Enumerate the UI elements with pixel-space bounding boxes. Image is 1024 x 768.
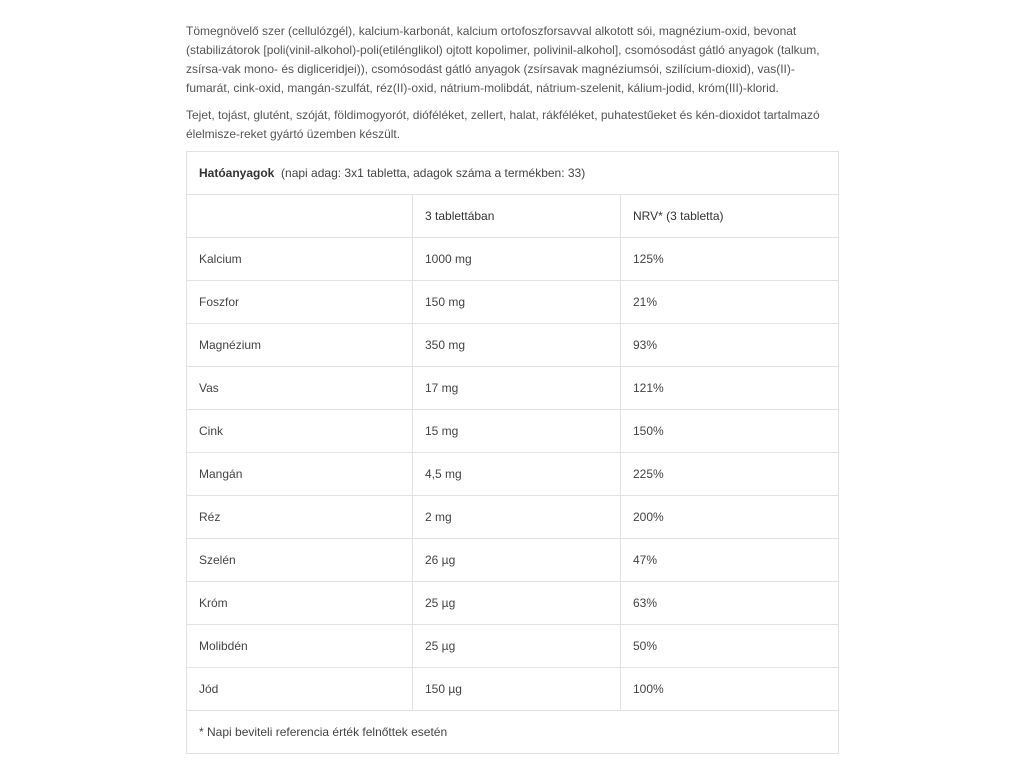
nutrient-name-cell: Cink — [187, 410, 413, 453]
nrv-cell: 93% — [621, 324, 839, 367]
amount-cell: 1000 mg — [413, 238, 621, 281]
table-row — [187, 238, 839, 281]
table-row — [187, 582, 839, 625]
table-row — [187, 496, 839, 539]
table-footnote: * Napi beviteli referencia érték felnőttek esetén — [187, 711, 839, 754]
amount-cell: 2 mg — [413, 496, 621, 539]
caption-serving-info: (napi adag: 3x1 tabletta, adagok száma a termékben: 33) — [281, 166, 586, 180]
nrv-cell: 121% — [621, 367, 839, 410]
nutrition-table — [186, 151, 839, 754]
nutrient-name-cell: Magnézium — [187, 324, 413, 367]
ingredients-paragraph: Tömegnövelő szer (cellulózgél), kalcium-karbonát, kalcium ortofoszforsavval alkotott sói, magnézium-oxid, bevonat (stabilizátorok [poli(vinil-alkohol)-poli(etilénglikol) ojtott kopolimer, polivinil-alkohol], csomósodást gátló anyagok (talkum, zsírsa-vak mono- és digliceridjei)), csomósodást gátló anyagok (zsírsavak magnéziumsói, szilícium-dioxid), vas(II)-fumarát, cink-oxid, mangán-szulfát, réz(II)-oxid, nátrium-molibdát, nátrium-szelenit, kálium-jodid, króm(III)-klorid. — [186, 24, 820, 95]
nutrient-name-cell: Foszfor — [187, 281, 413, 324]
nrv-cell: 125% — [621, 238, 839, 281]
table-row — [187, 453, 839, 496]
nrv-cell: 200% — [621, 496, 839, 539]
table-row — [187, 625, 839, 668]
table-row — [187, 281, 839, 324]
nrv-cell: 150% — [621, 410, 839, 453]
nutrient-name-cell: Kalcium — [187, 238, 413, 281]
amount-cell: 150 µg — [413, 668, 621, 711]
nutrient-name-cell: Jód — [187, 668, 413, 711]
nrv-cell: 47% — [621, 539, 839, 582]
nutrient-name-cell: Réz — [187, 496, 413, 539]
amount-cell: 4,5 mg — [413, 453, 621, 496]
table-footnote-row — [187, 711, 839, 754]
table-row — [187, 410, 839, 453]
amount-cell: 17 mg — [413, 367, 621, 410]
allergen-paragraph: Tejet, tojást, glutént, szóját, földimogyorót, dióféléket, zellert, halat, rákféléket, puhatestűeket és kén-dioxidot tartalmazó élelmisze-reket gyártó üzemben készült. — [186, 108, 820, 141]
table-caption-row — [187, 152, 839, 195]
amount-cell: 150 mg — [413, 281, 621, 324]
table-header-row — [187, 195, 839, 238]
product-description — [186, 22, 838, 144]
nrv-cell: 21% — [621, 281, 839, 324]
table-body — [187, 238, 839, 711]
header-amount: 3 tablettában — [413, 195, 621, 238]
table-row — [187, 539, 839, 582]
header-nrv: NRV* (3 tabletta) — [621, 195, 839, 238]
nutrient-name-cell: Molibdén — [187, 625, 413, 668]
amount-cell: 25 µg — [413, 582, 621, 625]
nrv-cell: 50% — [621, 625, 839, 668]
nutrient-name-cell: Vas — [187, 367, 413, 410]
caption-title: Hatóanyagok — [199, 166, 275, 180]
table-caption — [187, 152, 839, 195]
amount-cell: 25 µg — [413, 625, 621, 668]
amount-cell: 350 mg — [413, 324, 621, 367]
nrv-cell: 63% — [621, 582, 839, 625]
amount-cell: 26 µg — [413, 539, 621, 582]
table-row — [187, 324, 839, 367]
table-row — [187, 668, 839, 711]
header-nutrient — [187, 195, 413, 238]
nutrient-name-cell: Króm — [187, 582, 413, 625]
nrv-cell: 100% — [621, 668, 839, 711]
nutrient-name-cell: Szelén — [187, 539, 413, 582]
table-row — [187, 367, 839, 410]
nrv-cell: 225% — [621, 453, 839, 496]
nutrient-name-cell: Mangán — [187, 453, 413, 496]
amount-cell: 15 mg — [413, 410, 621, 453]
